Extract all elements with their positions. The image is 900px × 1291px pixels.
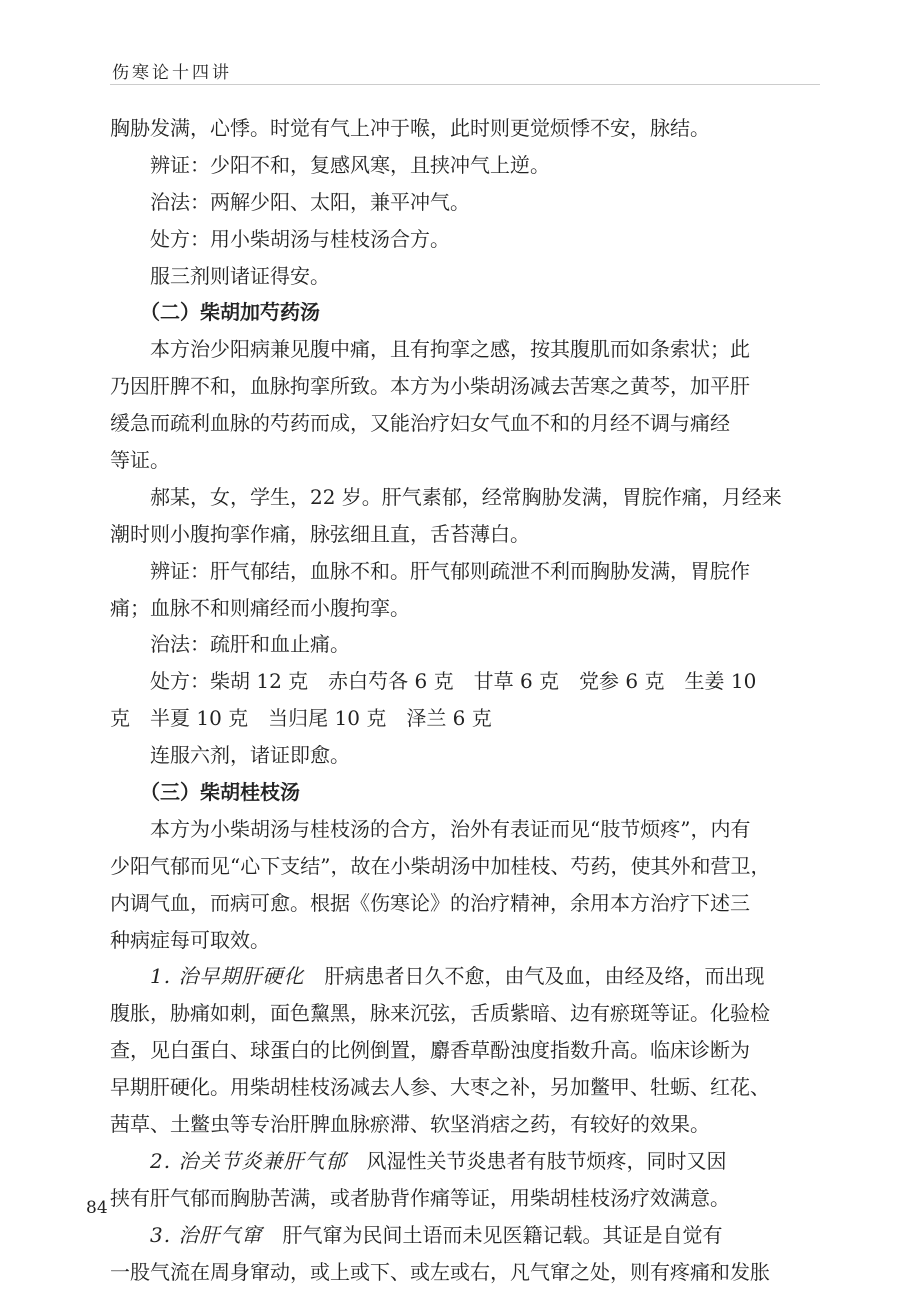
text-line: 本方为小柴胡汤与桂枝汤的合方，治外有表证而见“肢节烦疼”，内有 <box>150 816 751 841</box>
item-text: 肝病患者日久不愈，由气及血，由经及络，而出现 <box>304 964 765 989</box>
item-text: 风湿性关节炎患者有肢节烦疼，同时又因 <box>346 1148 727 1173</box>
text-line: 一股气流在周身窜动，或上或下、或左或右，凡气窜之处，则有疼痛和发胀 <box>110 1259 770 1284</box>
page-number: 84 <box>86 1198 108 1218</box>
text-line: 胸胁发满，心悸。时觉有气上冲于喉，此时则更觉烦悸不安，脉结。 <box>110 116 710 140</box>
item-text: 肝气窜为民间土语而未见医籍记载。其证是自觉有 <box>262 1222 723 1247</box>
text-line: 少阳气郁而见“心下支结”，故在小柴胡汤中加桂枝、芍药，使其外和营卫， <box>110 853 771 878</box>
section-heading: （二）柴胡加芍药汤 <box>140 300 320 325</box>
text-line: 乃因肝脾不和，血脉拘挛所致。本方为小柴胡汤减去苦寒之黄芩，加平肝 <box>110 374 750 399</box>
header-divider <box>110 84 820 85</box>
text-line: 辨证：肝气郁结，血脉不和。肝气郁则疏泄不利而胸胁发满，胃脘作 <box>150 558 750 583</box>
numbered-item <box>110 1143 775 1180</box>
text-line: 郝某，女，学生，22 岁。肝气素郁，经常胸胁发满，胃脘作痛，月经来 <box>150 484 782 509</box>
numbered-item <box>110 1217 775 1254</box>
text-line: 茜草、土鳖虫等专治肝脾血脉瘀滞、软坚消痞之药，有较好的效果。 <box>110 1112 710 1137</box>
item-title: 2. 治关节炎兼肝气郁 <box>150 1148 347 1173</box>
text-line: 等证。 <box>110 448 170 473</box>
text-line: 处方：柴胡 12 克 赤白芍各 6 克 甘草 6 克 党参 6 克 生姜 10 <box>150 669 757 694</box>
text-line: 内调气血，而病可愈。根据《伤寒论》的治疗精神，余用本方治疗下述三 <box>110 890 750 915</box>
text-line: 种病症每可取效。 <box>110 927 270 952</box>
text-line: 治法：两解少阳、太阳，兼平冲气。 <box>150 189 470 214</box>
text-line: 缓急而疏利血脉的芍药而成，又能治疗妇女气血不和的月经不调与痛经 <box>110 411 730 436</box>
text-line: 处方：用小柴胡汤与桂枝汤合方。 <box>150 226 450 251</box>
text-line: 本方治少阳病兼见腹中痛，且有拘挛之感，按其腹肌而如条索状；此 <box>150 337 750 362</box>
text-line: 潮时则小腹拘挛作痛，脉弦细且直，舌苔薄白。 <box>110 521 530 546</box>
text-line: 查，见白蛋白、球蛋白的比例倒置，麝香草酚浊度指数升高。临床诊断为 <box>110 1038 750 1063</box>
running-head-title: 伤寒论十四讲 <box>112 63 232 83</box>
item-title: 3. 治肝气窜 <box>150 1222 263 1247</box>
item-title: 1. 治早期肝硬化 <box>150 964 305 989</box>
text-line: 治法：疏肝和血止痛。 <box>150 632 350 657</box>
page-body <box>110 110 782 1291</box>
text-line: 克 半夏 10 克 当归尾 10 克 泽兰 6 克 <box>110 706 492 731</box>
text-line: 辨证：少阳不和，复感风寒，且挟冲气上逆。 <box>150 152 550 177</box>
text-line: 腹胀，胁痛如刺，面色黧黑，脉来沉弦，舌质紫暗、边有瘀斑等证。化验检 <box>110 1001 770 1026</box>
numbered-item <box>110 958 775 995</box>
text-line: 服三剂则诸证得安。 <box>150 263 330 288</box>
text-line: 痛；血脉不和则痛经而小腹拘挛。 <box>110 595 410 620</box>
text-line: 挟有肝气郁而胸胁苦满，或者胁背作痛等证，用柴胡桂枝汤疗效满意。 <box>110 1185 730 1210</box>
text-line: 连服六剂，诸证即愈。 <box>150 743 350 768</box>
section-heading: （三）柴胡桂枝汤 <box>140 780 300 805</box>
text-line: 早期肝硬化。用柴胡桂枝汤减去人参、大枣之补，另加鳖甲、牡蛎、红花、 <box>110 1075 770 1100</box>
